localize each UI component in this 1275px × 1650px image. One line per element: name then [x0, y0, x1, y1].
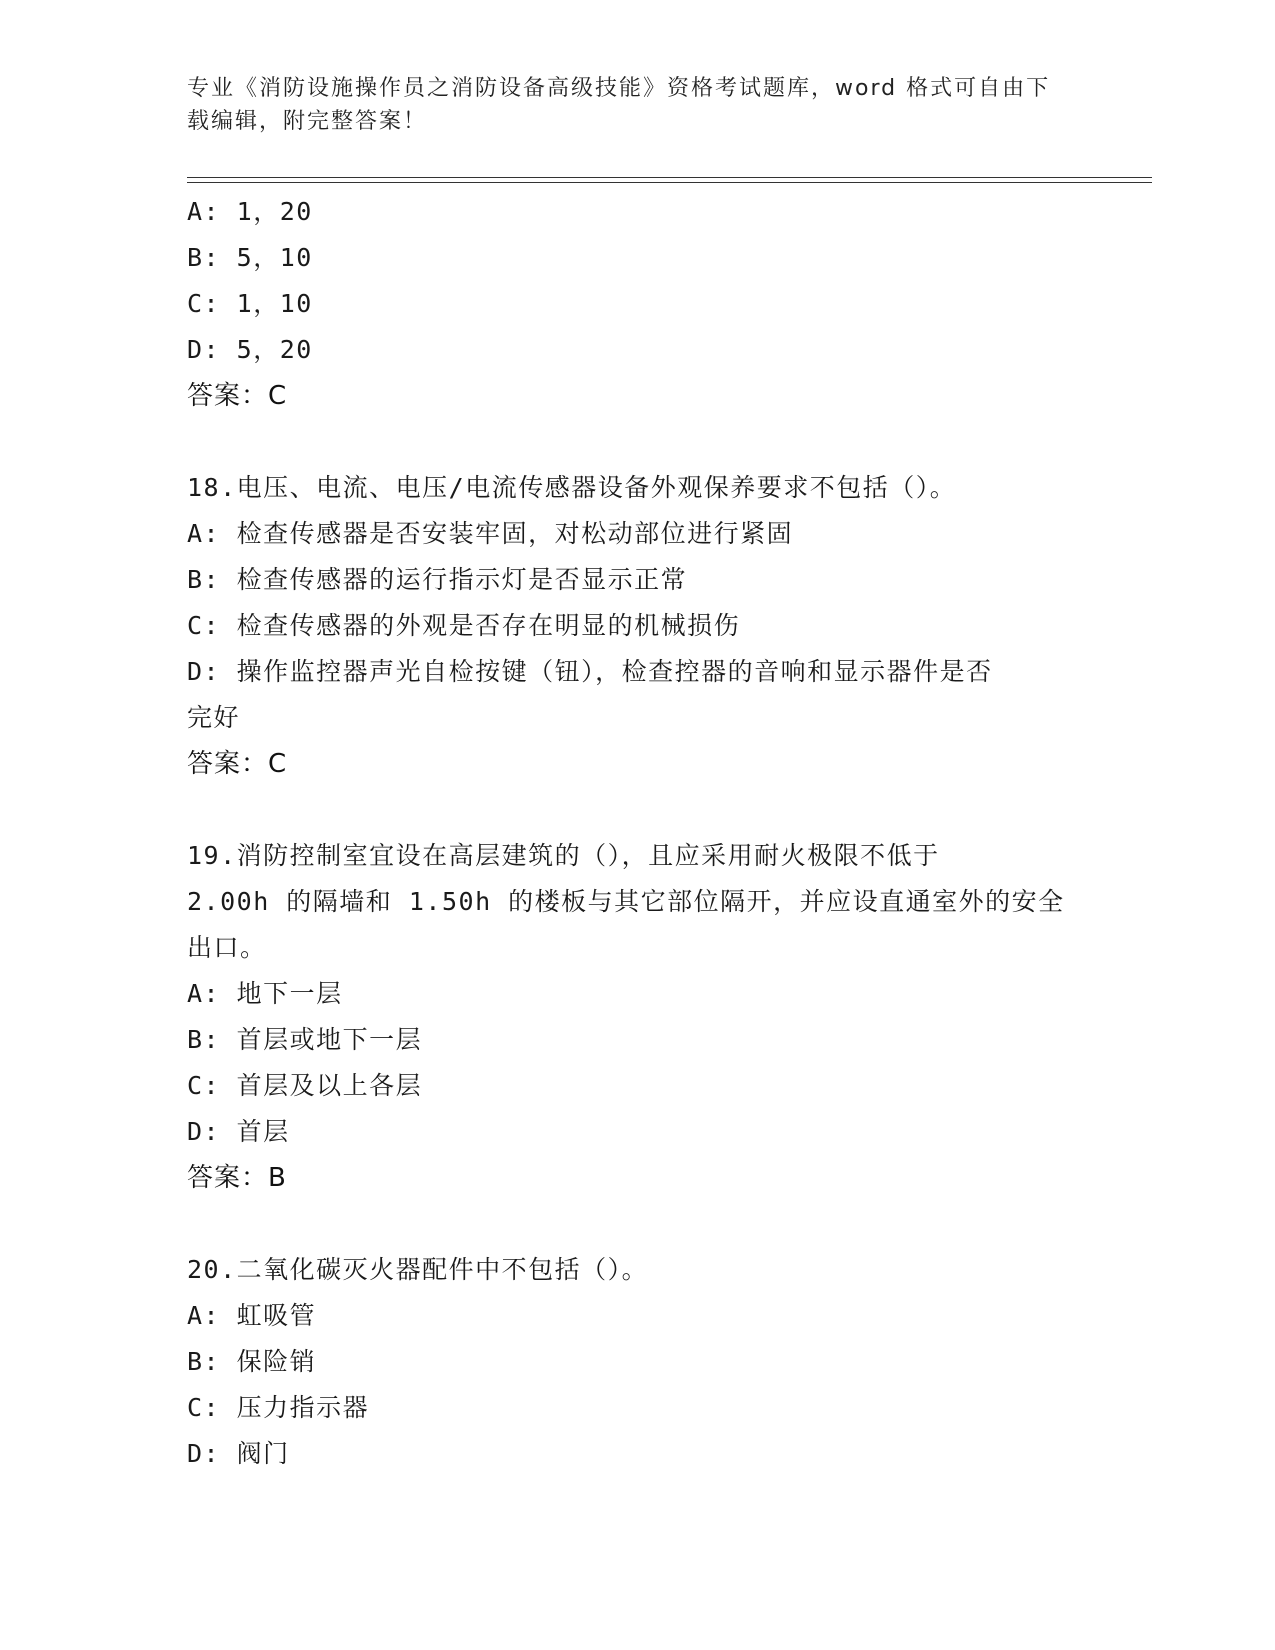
option-a: A: 地下一层: [187, 979, 343, 1008]
document-header: [187, 72, 1087, 138]
option-d: D: 操作监控器声光自检按键（钮），检查控器的音响和显示器件是否: [187, 657, 993, 686]
option-d: D: 5，20: [187, 335, 313, 364]
spacer: [187, 1201, 1087, 1247]
question-text: 20.二氧化碳灭火器配件中不包括（）。: [187, 1255, 649, 1284]
answer-text: 答案：B: [187, 1163, 287, 1193]
option-b: B: 保险销: [187, 1347, 317, 1376]
header-divider-top: [187, 177, 1152, 178]
header-divider-bottom: [187, 182, 1152, 183]
question-18-block: [187, 465, 1087, 787]
question-text-line-3: 出口。: [187, 933, 267, 962]
option-c: C: 1，10: [187, 289, 313, 318]
option-c: C: 首层及以上各层: [187, 1071, 423, 1100]
option-a: A: 检查传感器是否安装牢固，对松动部位进行紧固: [187, 519, 794, 548]
option-c: C: 压力指示器: [187, 1393, 370, 1422]
option-b: B: 5，10: [187, 243, 313, 272]
header-line-1: 专业《消防设施操作员之消防设备高级技能》资格考试题库，word 格式可自由下: [187, 76, 1051, 101]
option-d: D: 阀门: [187, 1439, 290, 1468]
header-line-2: 载编辑，附完整答案！: [187, 109, 428, 134]
question-text-line-1: 19.消防控制室宜设在高层建筑的（），且应采用耐火极限不低于: [187, 841, 940, 870]
answer-text: 答案：C: [187, 749, 288, 779]
question-text-line-2: 2.00h 的隔墙和 1.50h 的楼板与其它部位隔开，并应设直通室外的安全: [187, 887, 1065, 916]
question-19-block: [187, 833, 1087, 1201]
question-20-block: [187, 1247, 1087, 1477]
option-a: A: 虹吸管: [187, 1301, 317, 1330]
spacer: [187, 787, 1087, 833]
option-c: C: 检查传感器的外观是否存在明显的机械损伤: [187, 611, 741, 640]
option-b: B: 检查传感器的运行指示灯是否显示正常: [187, 565, 688, 594]
question-text: 18.电压、电流、电压/电流传感器设备外观保养要求不包括（）。: [187, 473, 957, 502]
option-b: B: 首层或地下一层: [187, 1025, 423, 1054]
option-d-continuation: 完好: [187, 703, 241, 732]
option-a: A: 1，20: [187, 197, 313, 226]
question-17-block: [187, 189, 1087, 419]
answer-text: 答案：C: [187, 381, 288, 411]
spacer: [187, 419, 1087, 465]
option-d: D: 首层: [187, 1117, 290, 1146]
question-list: [187, 189, 1087, 1477]
